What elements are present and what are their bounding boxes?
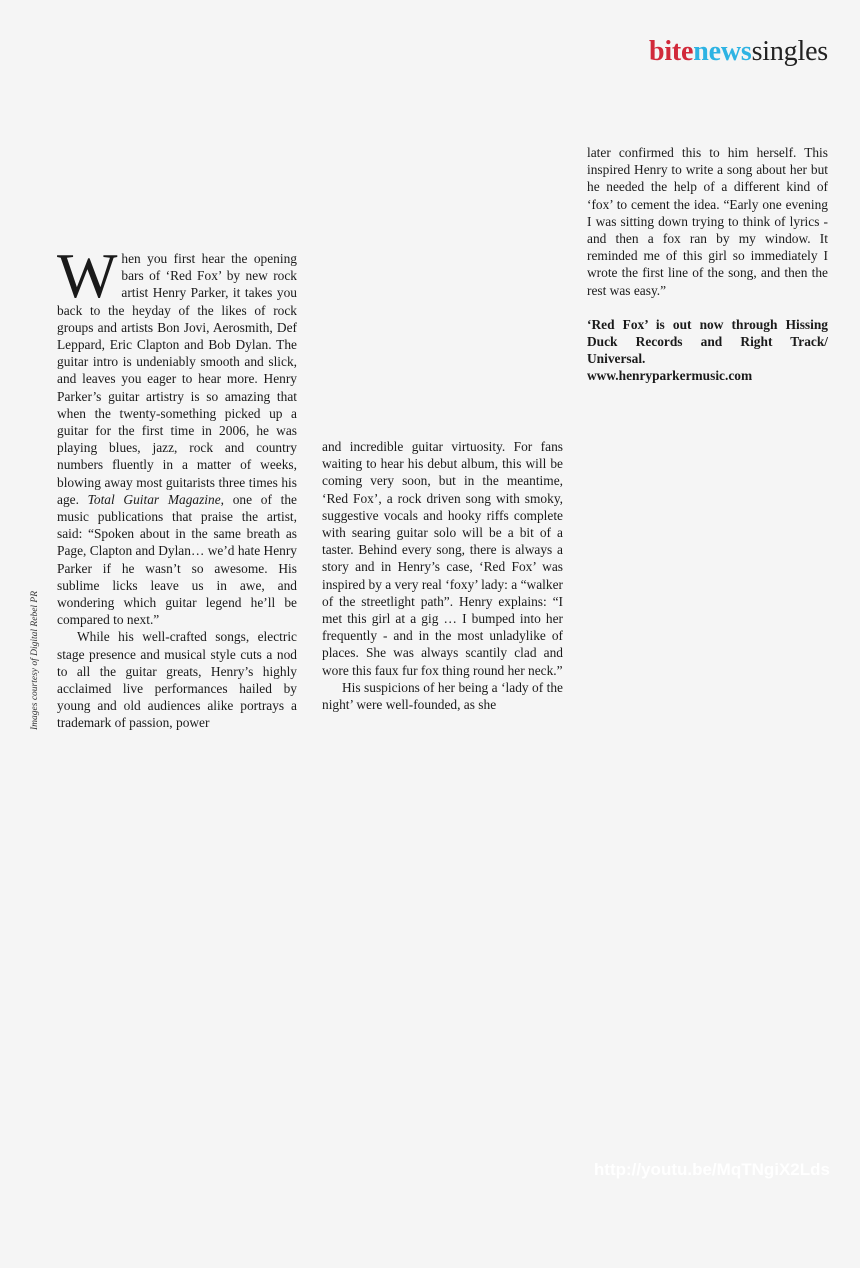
masthead-news: news (693, 36, 752, 67)
article-paragraph: His suspicions of her being a ‘lady of the night’ were well-founded, as she (322, 679, 563, 713)
article-column-1 (57, 240, 297, 732)
article-column-2 (322, 438, 563, 713)
article-paragraph (57, 240, 297, 628)
article-paragraph: While his well-crafted songs, electric stage presence and musical style cuts a nod to all the guitar greats, Henry’s highly acclaimed live performances hailed by young and old audiences alike portrays a trademark of passion, power (57, 629, 297, 731)
masthead-bite: bite (648, 36, 694, 67)
article-paragraph: and incredible guitar virtuosity. For fans waiting to hear his debut album, this will be coming very soon, but in the meantime, ‘Red Fox’, a rock driven song with smoky, suggestive vocals and hooky riffs complete with searing guitar solo will be a bit of a taster. Behind every song, there is always a story and in Henry’s case, ‘Red Fox’ was inspired by a very real ‘foxy’ lady: a “walker of the streetlight path”. Henry explains: “I met this girl at a gig … I bumped into her frequently - and in the most unladylike of places. She was always scantily clad and wore this faux fur fox thing round her neck.” (322, 439, 563, 678)
article-paragraph: later confirmed this to him herself. This inspired Henry to write a song about her but he needed the help of a different kind of ‘fox’ to cement the idea. “Early one evening I was sitting down trying to think of lyrics - and then a fox ran by my window. It reminded me of this girl so immediately I wrote the first line of the song, and then the rest was easy.” (587, 145, 828, 298)
paragraph-text: hen you first hear the opening bars of ‘Red Fox’ by new rock artist Henry Parker, it takes you back to the heyday of the likes of rock groups and artists Bon Jovi, Aerosmith, Def Leppard, Eric Clapton and Bob Dylan. The guitar intro is undeniably smooth and slick, and leaves you eager to hear more. Henry Parker’s guitar artistry is so amazing that when the twenty-something picked up a guitar for the first time in 2006, he was playing blues, jazz, rock and country numbers fluently in a matter of weeks, blowing away most guitarists three times his age. (57, 251, 297, 507)
drop-cap: W (57, 240, 118, 311)
paragraph-text: , one of the music publications that praise the artist, said: “Spoken about in the same breath as Page, Clapton and Dylan… we’d hate Henry Parker if he wasn’t so awesome. His sublime licks leave us in awe, and wondering which guitar legend he’ll be compared to next.” (57, 491, 297, 628)
artist-website-link[interactable]: www.henryparkermusic.com (587, 368, 753, 384)
release-info: ‘Red Fox’ is out now through Hissing Duck Records and Right Track/ Universal. (587, 316, 828, 367)
article-column-3 (587, 144, 828, 385)
watermark-url: http://youtu.be/MqTNgiX2Lds (593, 1160, 830, 1179)
masthead-singles: singles (751, 36, 828, 67)
section-masthead (649, 36, 828, 68)
publication-name: Total Guitar Magazine (87, 491, 221, 507)
photo-credit: Images courtesy of Digital Rebel PR (30, 590, 40, 730)
